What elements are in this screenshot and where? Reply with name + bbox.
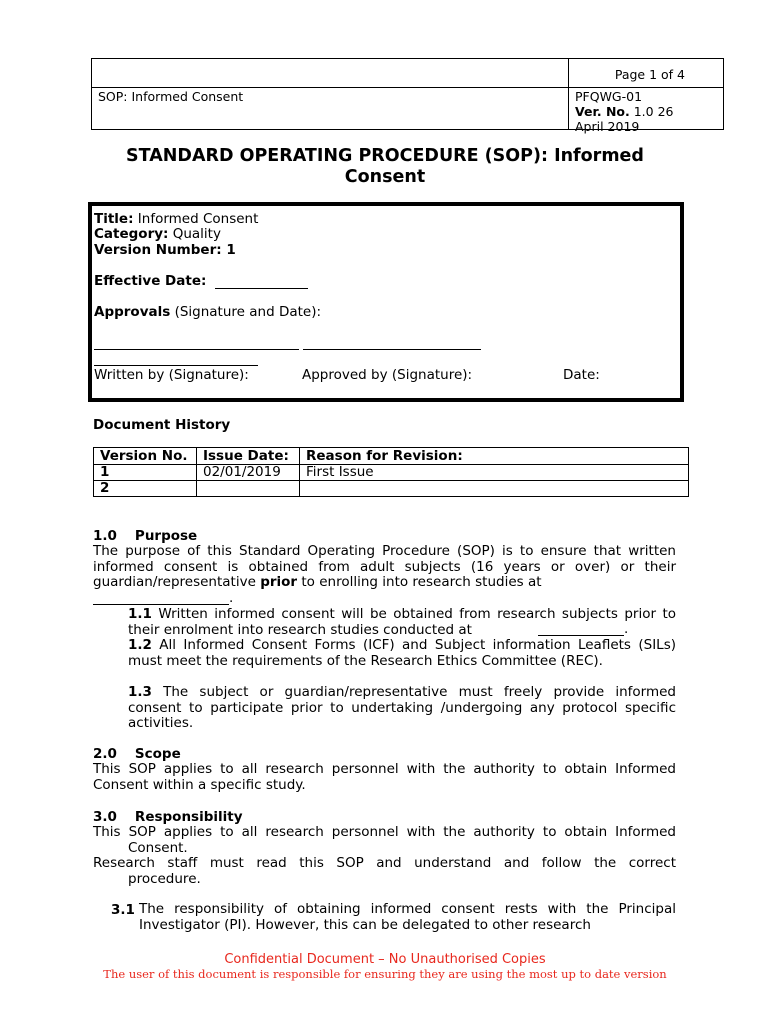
item-1-1-text: Written informed consent will be obtained from research subjects prior to their enrolment into research studies conducted at (128, 606, 676, 638)
row1-version: 1 (94, 465, 197, 481)
col-issue-date: Issue Date: (197, 448, 300, 465)
list-item-1-3 (128, 685, 676, 732)
item-1-1-blank (538, 635, 624, 636)
info-box (88, 202, 684, 402)
version-number: Version Number: 1 (94, 242, 236, 258)
date-line: April 2019 (575, 119, 640, 134)
row2-version: 2 (94, 481, 197, 497)
effective-date-label: Effective Date: (94, 273, 207, 289)
approvals-label: Approvals (94, 304, 171, 320)
item-3-1-num: 3.1 (111, 902, 135, 918)
responsibility-heading (93, 809, 243, 825)
page-title: STANDARD OPERATING PROCEDURE (SOP): Informed Consent (126, 146, 644, 187)
responsibility-num: 3.0 (93, 809, 117, 825)
approved-by: Approved by (Signature): (302, 367, 473, 383)
title-line (94, 211, 258, 227)
header-row-divider (92, 87, 723, 88)
responsibility-text-2a: Research staff must read this SOP and understand and follow the correct (93, 855, 676, 871)
version-label: Ver. No. (575, 104, 630, 119)
doc-code-block (575, 89, 674, 134)
item-1-3-text: The subject or guardian/representative must freely provide informed consent to participate prior to undertaking /undergoing any protocol specific activities. (128, 684, 676, 732)
signature-line-1 (94, 349, 299, 350)
table-row (94, 465, 689, 481)
scope-heading (93, 746, 181, 762)
approvals-line (94, 304, 321, 320)
version-value: 1.0 26 (633, 104, 674, 119)
purpose-text-2: to enrolling into research studies at (297, 574, 542, 591)
approvals-value: (Signature and Date): (170, 304, 322, 320)
item-1-1-num: 1.1 (128, 606, 152, 622)
scope-num: 2.0 (93, 746, 117, 762)
responsibility-text-2b: procedure. (128, 871, 201, 887)
category-value: Quality (168, 226, 221, 242)
responsibility-title: Responsibility (134, 809, 243, 825)
page-number: Page 1 of 4 (614, 67, 685, 82)
purpose-num: 1.0 (93, 528, 117, 544)
version-line (575, 104, 674, 119)
row1-date: 02/01/2019 (197, 465, 300, 481)
purpose-tail: . (229, 590, 234, 606)
sop-label: SOP: Informed Consent (98, 89, 244, 104)
responsibility-text-1b: Consent. (128, 840, 188, 856)
header-divider (568, 59, 569, 129)
scope-title: Scope (134, 746, 181, 762)
title-label: Title: (94, 211, 134, 227)
history-table (93, 447, 689, 497)
footer-version-note: The user of this document is responsible for ensuring they are using the most up to date version (103, 967, 667, 981)
scope-text: This SOP applies to all research personnel with the authority to obtain Informed Consent within a specific study. (93, 761, 676, 793)
row2-reason (300, 481, 689, 497)
effective-date (94, 273, 206, 289)
purpose-text (93, 544, 676, 591)
col-reason: Reason for Revision: (300, 448, 689, 465)
doc-code: PFQWG-01 (575, 89, 643, 104)
footer-confidential: Confidential Document – No Unauthorised Copies (224, 952, 546, 967)
purpose-bold: prior (260, 574, 298, 591)
responsibility-text-1a: This SOP applies to all research personnel with the authority to obtain Informed (93, 824, 676, 840)
purpose-title: Purpose (134, 528, 198, 544)
purpose-heading (93, 528, 197, 544)
category-label: Category: (94, 226, 169, 242)
title-value: Informed Consent (133, 211, 259, 227)
table-header-row (94, 448, 689, 465)
item-1-2-text: All Informed Consent Forms (ICF) and Subject information Leaflets (SILs) must meet the requirements of the Research Ethics Committee (REC). (128, 637, 676, 669)
signature-line-3 (94, 365, 258, 366)
list-item-1-2 (128, 638, 676, 669)
header-table (91, 58, 724, 134)
purpose-text-1: The purpose of this Standard Operating Procedure (SOP) is to ensure that written informed consent is obtained from adult subjects (16 years or over) or their guardian/representative (93, 543, 676, 591)
purpose-blank (93, 604, 229, 605)
list-item-1-1 (128, 607, 676, 638)
written-by: Written by (Signature): (94, 367, 249, 383)
history-heading: Document History (93, 417, 231, 433)
col-version: Version No. (94, 448, 197, 465)
item-1-1-tail: . (624, 621, 629, 637)
signature-line-2 (303, 349, 481, 350)
row2-date (197, 481, 300, 497)
category-line (94, 226, 221, 242)
item-1-2-num: 1.2 (128, 637, 152, 653)
effective-date-blank (215, 288, 308, 289)
item-1-3-num: 1.3 (128, 684, 152, 700)
item-3-1-text: The responsibility of obtaining informed consent rests with the Principal Investigator (PI). However, this can be delegated to other research (139, 901, 676, 933)
table-row (94, 481, 689, 497)
date-label: Date: (563, 367, 600, 383)
row1-reason: First Issue (300, 465, 689, 481)
